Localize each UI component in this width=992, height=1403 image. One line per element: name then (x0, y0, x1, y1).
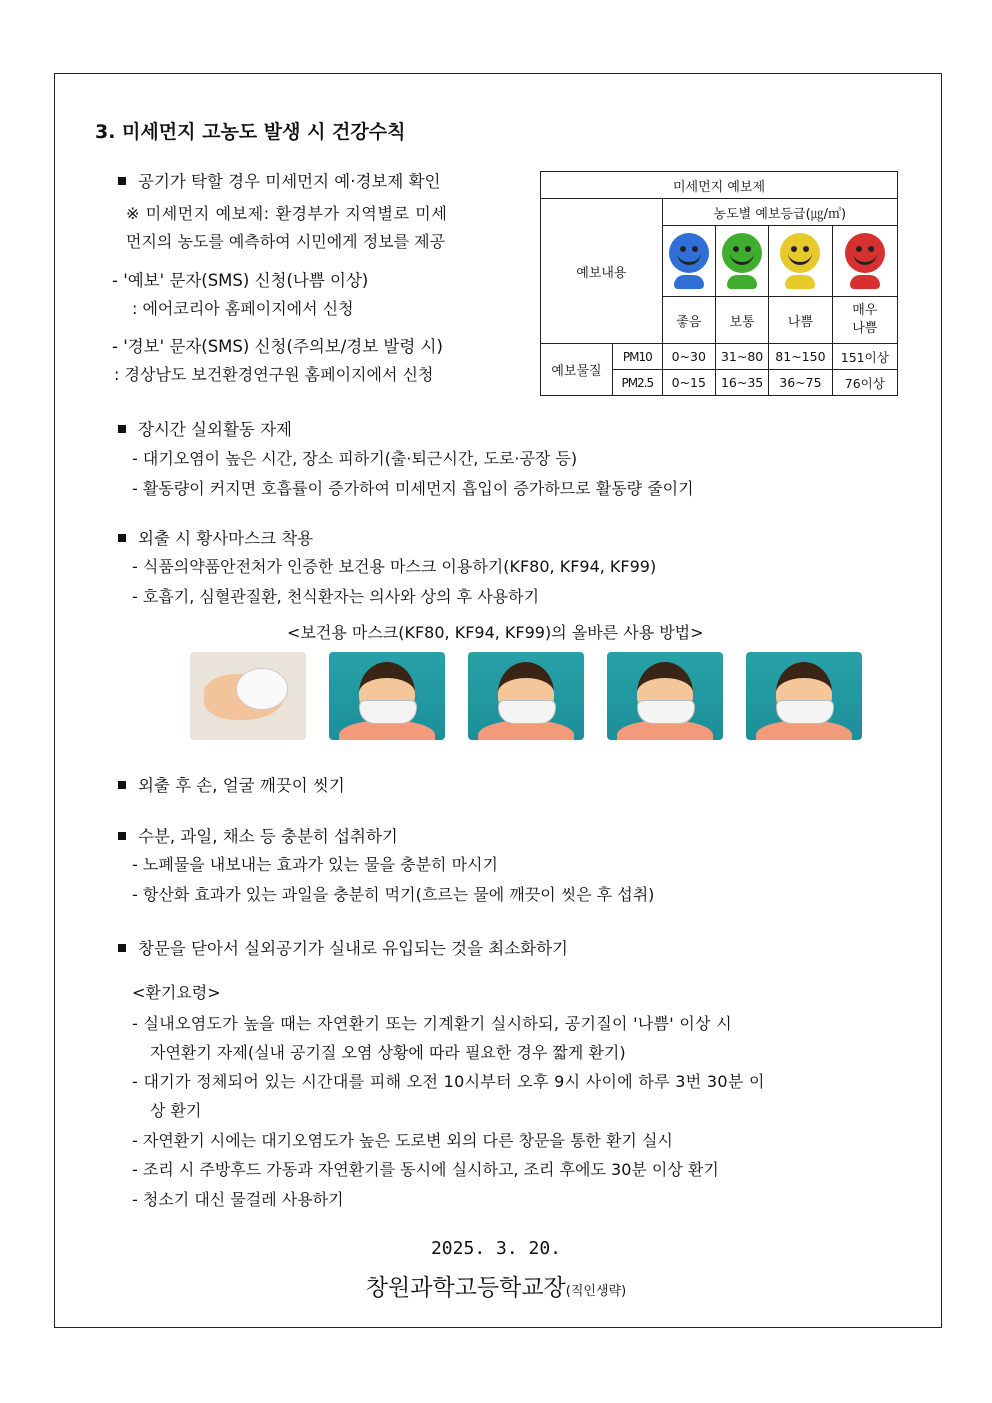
ventilation-line-5: - 청소기 대신 물걸레 사용하기 (132, 1190, 344, 1209)
mask-line-2: - 호흡기, 심혈관질환, 천식환자는 의사와 상의 후 사용하기 (132, 587, 540, 606)
pm25-cell: 76이상 (832, 370, 897, 396)
pm10-cell: 151이상 (832, 344, 897, 370)
ventilation-line-2a: - 대기가 정체되어 있는 시간대를 피해 오전 10시부터 오후 9시 사이에 하루 3번 30분 이 (132, 1072, 765, 1091)
bullet-wash: 외출 후 손, 얼굴 깨끗이 씻기 (118, 772, 345, 796)
bullet-window: 창문을 닫아서 실외공기가 실내로 유입되는 것을 최소화하기 (118, 935, 568, 959)
grade-label: 좋음 (662, 297, 715, 344)
forecast-sms-item: - '예보' 문자(SMS) 신청(나쁨 이상) (112, 271, 369, 290)
mask-step-5-image (746, 652, 862, 740)
bad-face-icon (780, 233, 820, 273)
row-label-forecast: 예보내용 (541, 199, 663, 344)
note-line-1: ※ 미세먼지 예보제: 환경부가 지역별로 미세 (126, 204, 448, 223)
pm10-label: PM10 (612, 344, 662, 370)
mask-step-3-image (468, 652, 584, 740)
ventilation-line-2b: 상 환기 (150, 1101, 202, 1120)
grade-label: 보통 (715, 297, 768, 344)
grade-face-normal (715, 226, 768, 297)
alert-sms-item: - '경보' 문자(SMS) 신청(주의보/경보 발령 시) (112, 337, 443, 356)
ventilation-subheading: <환기요령> (132, 983, 221, 1002)
alert-sms-detail: : 경상남도 보건환경연구원 홈페이지에서 신청 (114, 365, 434, 384)
bullet-intake: 수분, 과일, 채소 등 충분히 섭취하기 (118, 823, 398, 847)
pm25-cell: 0~15 (662, 370, 715, 396)
bullet-square-icon (118, 832, 126, 840)
seal-omitted-note: (직인생략) (565, 1284, 627, 1299)
bullet-square-icon (118, 534, 126, 542)
bullet-mask: 외출 시 황사마스크 착용 (118, 525, 313, 549)
grade-face-good (662, 226, 715, 297)
mask-step-2-image (329, 652, 445, 740)
ventilation-line-4: - 조리 시 주방후드 가동과 자연환기를 동시에 실시하고, 조리 후에도 30분 이상 환기 (132, 1160, 719, 1179)
bullet-outdoor: 장시간 실외활동 자제 (118, 416, 292, 440)
outdoor-line-2: - 활동량이 커지면 호흡률이 증가하여 미세먼지 흡입이 증가하므로 활동량 줄이기 (132, 479, 694, 498)
pm10-cell: 31~80 (715, 344, 768, 370)
signature-block (0, 1269, 992, 1302)
bullet-square-icon (118, 425, 126, 433)
grade-face-bad (769, 226, 832, 297)
document-date: 2025. 3. 20. (430, 1238, 562, 1259)
ventilation-line-1b: 자연환기 자제(실내 공기질 오염 상황에 따라 필요한 경우 짧게 환기) (150, 1043, 626, 1062)
intake-line-1: - 노폐물을 내보내는 효과가 있는 물을 충분히 마시기 (132, 855, 498, 874)
pm10-cell: 0~30 (662, 344, 715, 370)
grade-label: 나쁨 (769, 297, 832, 344)
grade-face-very-bad (832, 226, 897, 297)
outdoor-line-1: - 대기오염이 높은 시간, 장소 피하기(출·퇴근시간, 도로·공장 등) (132, 449, 578, 468)
grade-label: 매우 나쁨 (832, 297, 897, 344)
ventilation-line-3: - 자연환기 시에는 대기오염도가 높은 도로변 외의 다른 창문을 통한 환기 실시 (132, 1131, 673, 1150)
forecast-sms-detail: : 에어코리아 홈페이지에서 신청 (132, 299, 354, 318)
pm25-cell: 36~75 (769, 370, 832, 396)
bullet-forecast-check: 공기가 탁할 경우 미세먼지 예·경보제 확인 (118, 168, 440, 192)
table-subtitle: 농도별 예보등급(㎍/㎥) (662, 199, 897, 226)
mask-line-1: - 식품의약품안전처가 인증한 보건용 마스크 이용하기(KF80, KF94, KF99) (132, 557, 657, 576)
mask-step-1-image (190, 652, 306, 740)
mask-usage-illustrations (190, 652, 860, 742)
section-title: 3. 미세먼지 고농도 발생 시 건강수칙 (95, 121, 406, 143)
good-face-icon (669, 233, 709, 273)
bullet-square-icon (118, 944, 126, 952)
bullet-square-icon (118, 177, 126, 185)
mask-caption: <보건용 마스크(KF80, KF94, KF99)의 올바른 사용 방법> (287, 623, 704, 642)
row-label-material: 예보물질 (541, 344, 613, 396)
normal-face-icon (722, 233, 762, 273)
intake-line-2: - 항산화 효과가 있는 과일을 충분히 먹기(흐르는 물에 깨끗이 씻은 후 섭취) (132, 885, 655, 904)
bullet-square-icon (118, 781, 126, 789)
school-name: 창원과학고등학교장 (365, 1275, 566, 1301)
table-title: 미세먼지 예보제 (541, 172, 898, 199)
forecast-table (540, 171, 898, 396)
pm25-label: PM2.5 (612, 370, 662, 396)
pm10-cell: 81~150 (769, 344, 832, 370)
pm25-cell: 16~35 (715, 370, 768, 396)
ventilation-line-1a: - 실내오염도가 높을 때는 자연환기 또는 기계환기 실시하되, 공기질이 '나쁨' 이상 시 (132, 1014, 733, 1033)
note-line-2: 먼지의 농도를 예측하여 시민에게 정보를 제공 (126, 232, 446, 251)
mask-step-4-image (607, 652, 723, 740)
very-bad-face-icon (845, 233, 885, 273)
